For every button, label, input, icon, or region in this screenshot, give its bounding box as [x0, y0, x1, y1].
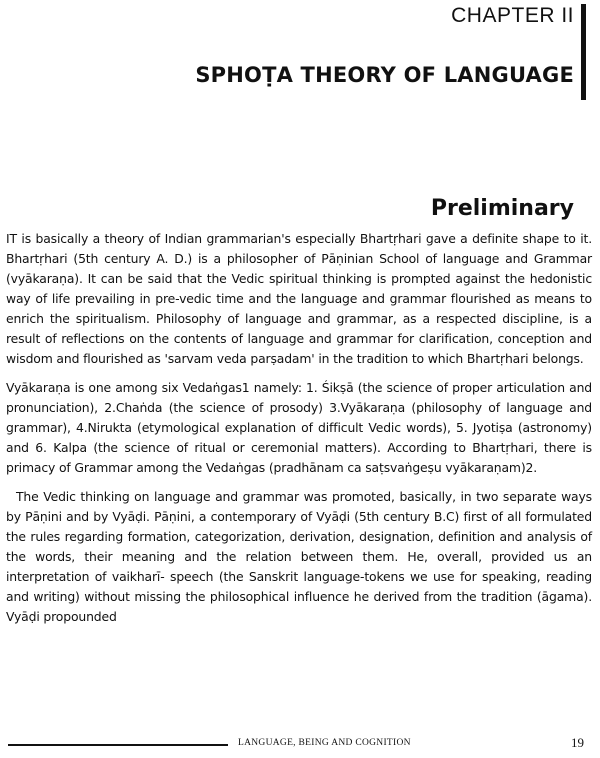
body-text [6, 229, 592, 627]
footer-rule [8, 744, 228, 746]
page-number: 19 [571, 735, 584, 750]
paragraph: Vyākaraṇa is one among six Vedaṅgas1 namely: 1. Śikṣā (the science of proper articulation and pronunciation), 2.Chaṅda (the science of prosody) 3.Vyākaraṇa (philosophy of language and grammar), 4.Nirukta (etymological explanation of difficult Vedic words), 5. Jyotiṣa (astronomy) and 6. Kalpa (the science of ritual or ceremonial matters). According to Bhartṛhari, there is primacy of Grammar among the Vedaṅgas (pradhānam ca saṭsvaṅgeṣu vyākaraṇam)2. [6, 380, 592, 475]
running-footer: LANGUAGE, BEING AND COGNITION [238, 738, 411, 748]
section-heading: Preliminary [430, 196, 574, 221]
chapter-label: CHAPTER II [451, 4, 574, 27]
chapter-title: SPHOṬA THEORY OF LANGUAGE [195, 63, 574, 87]
paragraph: The Vedic thinking on language and grammar was promoted, basically, in two separate ways by Pāṇini and by Vyāḍi. Pāṇini, a contemporary of Vyāḍi (5th century B.C) first of all formulated the rules regarding formation, categorization, derivation, designation, definition and analysis of the words, their meaning and the relation between them. He, overall, provided us an interpretation of vaikharī- speech (the Sanskrit language-tokens we use for speaking, reading and writing) without missing the philosophical influence he derived from the tradition (āgama). Vyāḍi propounded [6, 489, 592, 624]
paragraph: IT is basically a theory of Indian grammarian's especially Bhartṛhari gave a definite shape to it. Bhartṛhari (5th century A. D.) is a philosopher of Pāṇinian School of language and Grammar (vyākaraṇa). It can be said that the Vedic spiritual thinking is prompted against the hedonistic way of life prevailing in pre-vedic time and the language and grammar flourished as means to enrich the spiritualism. Philosophy of language and grammar, as a respected discipline, is a result of reflections on the contents of language and grammar for clarification, conception and wisdom and flourished as 'sarvam veda parṣadam' in the tradition to which Bhartṛhari belongs. [6, 231, 592, 366]
chapter-bar [581, 4, 586, 100]
